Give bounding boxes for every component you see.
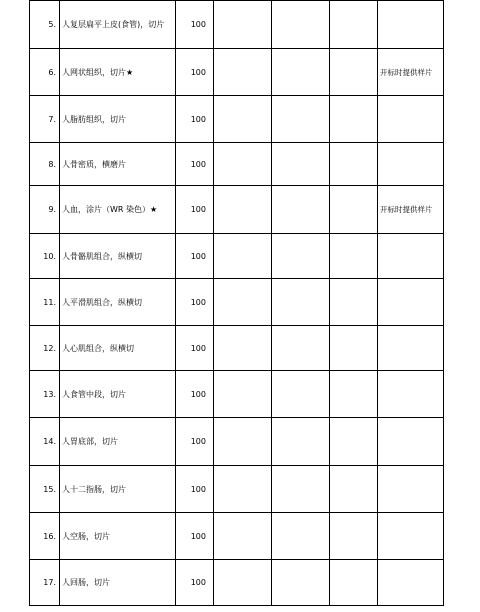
cell-blank — [214, 279, 272, 326]
table-row — [30, 513, 444, 560]
row-number: 12. — [30, 326, 60, 371]
table-row — [30, 326, 444, 371]
table-row — [30, 186, 444, 234]
item-name: 人脂肪组织，切片 — [60, 96, 176, 143]
item-name: 人十二指肠，切片 — [60, 466, 176, 513]
item-quantity: 100 — [176, 234, 214, 279]
cell-blank — [330, 186, 378, 234]
item-quantity: 100 — [176, 371, 214, 418]
cell-blank — [214, 466, 272, 513]
item-note — [378, 96, 444, 143]
row-number: 11. — [30, 279, 60, 326]
item-quantity: 100 — [176, 466, 214, 513]
table-row — [30, 466, 444, 513]
item-name: 人平滑肌组合，纵横切 — [60, 279, 176, 326]
item-note — [378, 513, 444, 560]
cell-blank — [214, 186, 272, 234]
item-quantity: 100 — [176, 143, 214, 186]
cell-blank — [214, 560, 272, 606]
item-name: 人空肠，切片 — [60, 513, 176, 560]
table-row — [30, 371, 444, 418]
cell-blank — [272, 234, 330, 279]
item-name: 人网状组织，切片★ — [60, 49, 176, 96]
cell-blank — [272, 371, 330, 418]
row-number: 17. — [30, 560, 60, 606]
cell-blank — [272, 49, 330, 96]
item-name: 人胃底部，切片 — [60, 418, 176, 466]
cell-blank — [214, 96, 272, 143]
row-number: 6. — [30, 49, 60, 96]
item-note — [378, 326, 444, 371]
cell-blank — [330, 1, 378, 49]
cell-blank — [330, 326, 378, 371]
item-name: 人骨密质，横磨片 — [60, 143, 176, 186]
cell-blank — [272, 186, 330, 234]
table-row — [30, 234, 444, 279]
item-name: 人食管中段，切片 — [60, 371, 176, 418]
row-number: 10. — [30, 234, 60, 279]
table-body — [30, 1, 444, 606]
row-number: 15. — [30, 466, 60, 513]
cell-blank — [330, 371, 378, 418]
cell-blank — [214, 234, 272, 279]
row-number: 8. — [30, 143, 60, 186]
cell-blank — [214, 418, 272, 466]
item-note — [378, 371, 444, 418]
cell-blank — [330, 560, 378, 606]
cell-blank — [272, 560, 330, 606]
item-quantity: 100 — [176, 49, 214, 96]
row-number: 13. — [30, 371, 60, 418]
item-name: 人回肠，切片 — [60, 560, 176, 606]
cell-blank — [214, 326, 272, 371]
table-row — [30, 96, 444, 143]
row-number: 7. — [30, 96, 60, 143]
row-number: 5. — [30, 1, 60, 49]
cell-blank — [214, 1, 272, 49]
cell-blank — [330, 234, 378, 279]
item-quantity: 100 — [176, 1, 214, 49]
cell-blank — [272, 279, 330, 326]
cell-blank — [272, 513, 330, 560]
table-row — [30, 279, 444, 326]
item-quantity: 100 — [176, 560, 214, 606]
item-note: 开标时提供样片 — [378, 186, 444, 234]
table-row — [30, 418, 444, 466]
item-quantity: 100 — [176, 418, 214, 466]
cell-blank — [330, 418, 378, 466]
table-row — [30, 143, 444, 186]
item-note — [378, 234, 444, 279]
specimen-table — [29, 0, 444, 606]
cell-blank — [214, 371, 272, 418]
cell-blank — [330, 466, 378, 513]
item-quantity: 100 — [176, 513, 214, 560]
row-number: 16. — [30, 513, 60, 560]
cell-blank — [272, 96, 330, 143]
cell-blank — [214, 513, 272, 560]
item-name: 人血，涂片（WR 染色）★ — [60, 186, 176, 234]
cell-blank — [272, 1, 330, 49]
item-name: 人心肌组合，纵横切 — [60, 326, 176, 371]
cell-blank — [272, 418, 330, 466]
item-quantity: 100 — [176, 96, 214, 143]
cell-blank — [214, 143, 272, 186]
row-number: 9. — [30, 186, 60, 234]
item-name: 人骨骼肌组合，纵横切 — [60, 234, 176, 279]
cell-blank — [330, 513, 378, 560]
cell-blank — [330, 96, 378, 143]
table-row — [30, 49, 444, 96]
cell-blank — [272, 466, 330, 513]
item-note — [378, 143, 444, 186]
item-note: 开标时提供样片 — [378, 49, 444, 96]
item-note — [378, 418, 444, 466]
table-row — [30, 1, 444, 49]
item-name: 人复层扁平上皮(食管)，切片 — [60, 1, 176, 49]
cell-blank — [330, 143, 378, 186]
table-row — [30, 560, 444, 606]
cell-blank — [330, 49, 378, 96]
item-note — [378, 279, 444, 326]
cell-blank — [330, 279, 378, 326]
item-quantity: 100 — [176, 186, 214, 234]
item-note — [378, 1, 444, 49]
item-note — [378, 466, 444, 513]
cell-blank — [272, 143, 330, 186]
cell-blank — [272, 326, 330, 371]
row-number: 14. — [30, 418, 60, 466]
item-quantity: 100 — [176, 279, 214, 326]
item-quantity: 100 — [176, 326, 214, 371]
item-note — [378, 560, 444, 606]
cell-blank — [214, 49, 272, 96]
